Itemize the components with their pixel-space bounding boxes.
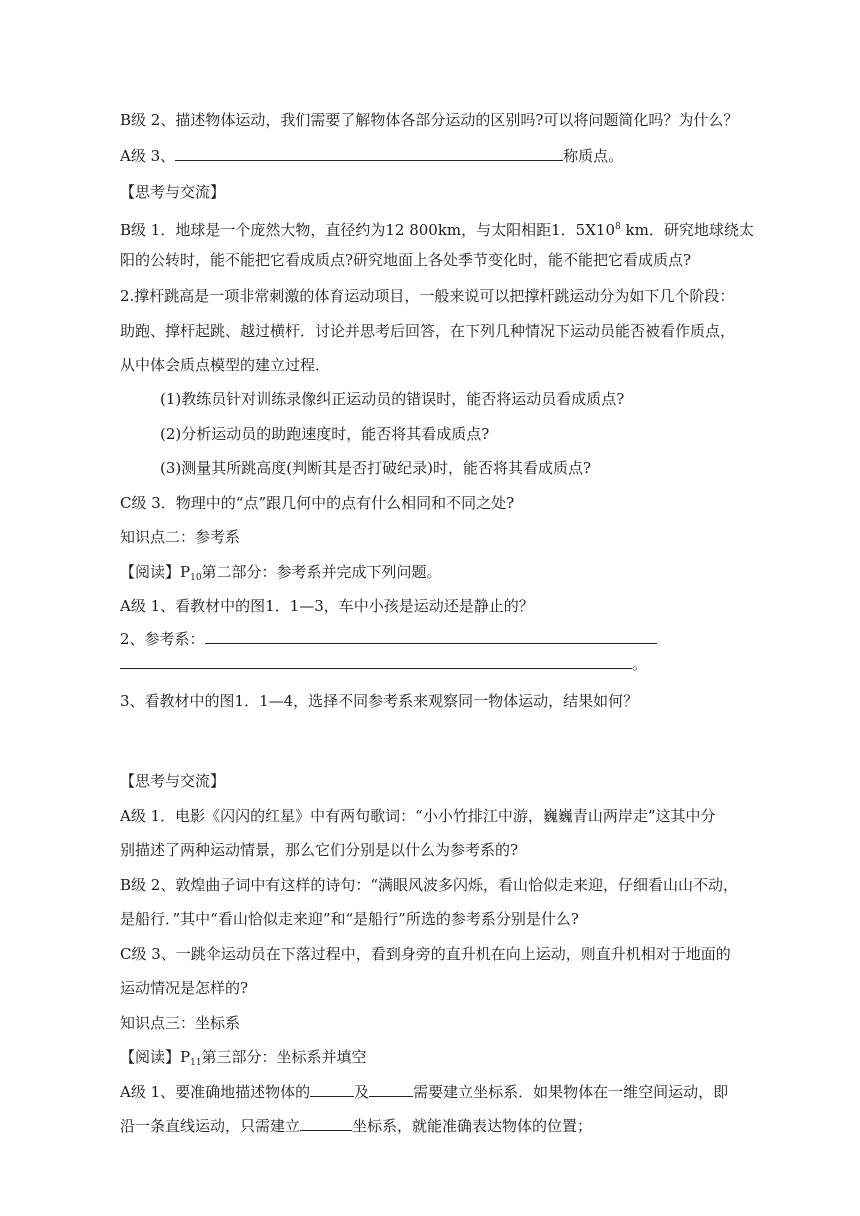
- question-b2-poem: B级 2、敦煌曲子词中有这样的诗句：“满眼风波多闪烁，看山恰似走来迎，仔细看山山不动，: [120, 876, 739, 894]
- question-text-cont: km．研究地球绕太: [620, 221, 754, 239]
- question-text: B级 1．地球是一个庞然大物，直径约为12 800km，与太阳相距1．5X10: [120, 221, 615, 239]
- question-2-pole-vault-cont: 助跑、撑杆起跳、越过横杆．讨论并思考后回答，在下列几种情况下运动员能否被看作质点，: [120, 322, 736, 340]
- reading-text: 第二部分：参考系并完成下列问题。: [201, 563, 442, 581]
- reading-instruction-p11: [120, 1047, 367, 1073]
- reading-label: 【阅读】P: [120, 563, 191, 581]
- question-a1-movie-lyrics-cont: 别描述了两种运动情景，那么它们分别是以什么为参考系的?: [120, 841, 519, 859]
- question-c3-parachute: C级 3、一跳伞运动员在下落过程中，看到身旁的直升机在向上运动，则直升机相对于地面的: [120, 945, 731, 963]
- fill-blank[interactable]: [175, 146, 563, 161]
- question-3-different-frames: 3、看教材中的图1．1—4，选择不同参考系来观察同一物体运动，结果如何？: [120, 692, 639, 710]
- question-prefix: A级 3、: [120, 147, 176, 165]
- fill-blank[interactable]: [300, 1116, 352, 1131]
- sub-question-3: (3)测量其所跳高度(判断其是否打破纪录)时，能否将其看成质点?: [160, 459, 591, 477]
- question-a1-child-car: A级 1、看教材中的图1．1—3，车中小孩是运动还是静止的？: [120, 597, 534, 615]
- sub-question-1: (1)教练员针对训练录像纠正运动员的错误时，能否将运动员看成质点?: [160, 390, 625, 408]
- question-a1-coordinate-system-cont: [120, 1116, 592, 1136]
- fill-blank[interactable]: [369, 1082, 413, 1097]
- reading-text: 第三部分：坐标系并填空: [201, 1048, 367, 1066]
- question-2-reference-frame-cont: [120, 654, 647, 674]
- question-b2-poem-cont: 是船行．”其中“看山恰似走来迎”和“是船行”所选的参考系分别是什么?: [120, 910, 579, 928]
- question-a1-coordinate-system: [120, 1082, 728, 1102]
- page-subscript: 10: [190, 573, 202, 583]
- question-c3-point: C级 3．物理中的“点”跟几何中的点有什么相同和不同之处?: [120, 494, 515, 512]
- reading-instruction-p10: [120, 562, 442, 588]
- fill-blank[interactable]: [120, 654, 632, 669]
- knowledge-point-2-heading: 知识点二：参考系: [120, 528, 241, 546]
- question-b1-earth: [120, 217, 754, 240]
- fill-blank[interactable]: [310, 1082, 354, 1097]
- section-heading-think-discuss-2: 【思考与交流】: [120, 772, 226, 790]
- question-text: 坐标系，就能准确表达物体的位置；: [352, 1117, 593, 1135]
- question-b2-simplify: B级 2、描述物体运动，我们需要了解物体各部分运动的区别吗?可以将问题简化吗？为什么？: [120, 111, 739, 129]
- question-suffix: 称质点。: [563, 147, 624, 165]
- question-text: A级 1、要准确地描述物体的: [120, 1083, 311, 1101]
- question-text: 沿一条直线运动，只需建立: [120, 1117, 301, 1135]
- question-a1-movie-lyrics: A级 1．电影《闪闪的红星》中有两句歌词：“小小竹排江中游，巍巍青山两岸走”这其中分: [120, 807, 716, 825]
- question-b1-earth-cont: 阳的公转时，能不能把它看成质点?研究地面上各处季节变化时，能不能把它看成质点?: [120, 251, 692, 269]
- page-subscript: 11: [190, 1058, 202, 1068]
- knowledge-point-3-heading: 知识点三：坐标系: [120, 1014, 241, 1032]
- question-2-pole-vault-cont2: 从中体会质点模型的建立过程．: [120, 356, 331, 374]
- sub-question-2: (2)分析运动员的助跑速度时，能否将其看成质点?: [160, 425, 490, 443]
- exponent: 8: [615, 222, 621, 232]
- question-suffix: 。: [632, 655, 648, 673]
- question-text: 需要建立坐标系．如果物体在一维空间运动，即: [413, 1083, 729, 1101]
- question-prefix: 2、参考系：: [120, 630, 205, 648]
- fill-blank[interactable]: [205, 629, 657, 644]
- reading-label: 【阅读】P: [120, 1048, 191, 1066]
- question-2-reference-frame: [120, 629, 657, 649]
- section-heading-think-discuss: 【思考与交流】: [120, 183, 226, 201]
- question-a3-particle-definition: [120, 146, 623, 166]
- question-text: 及: [354, 1083, 370, 1101]
- question-c3-parachute-cont: 运动情况是怎样的?: [120, 979, 249, 997]
- question-2-pole-vault: 2.撑杆跳高是一项非常刺激的体育运动项目，一般来说可以把撑杆跳运动分为如下几个阶段：: [120, 287, 735, 305]
